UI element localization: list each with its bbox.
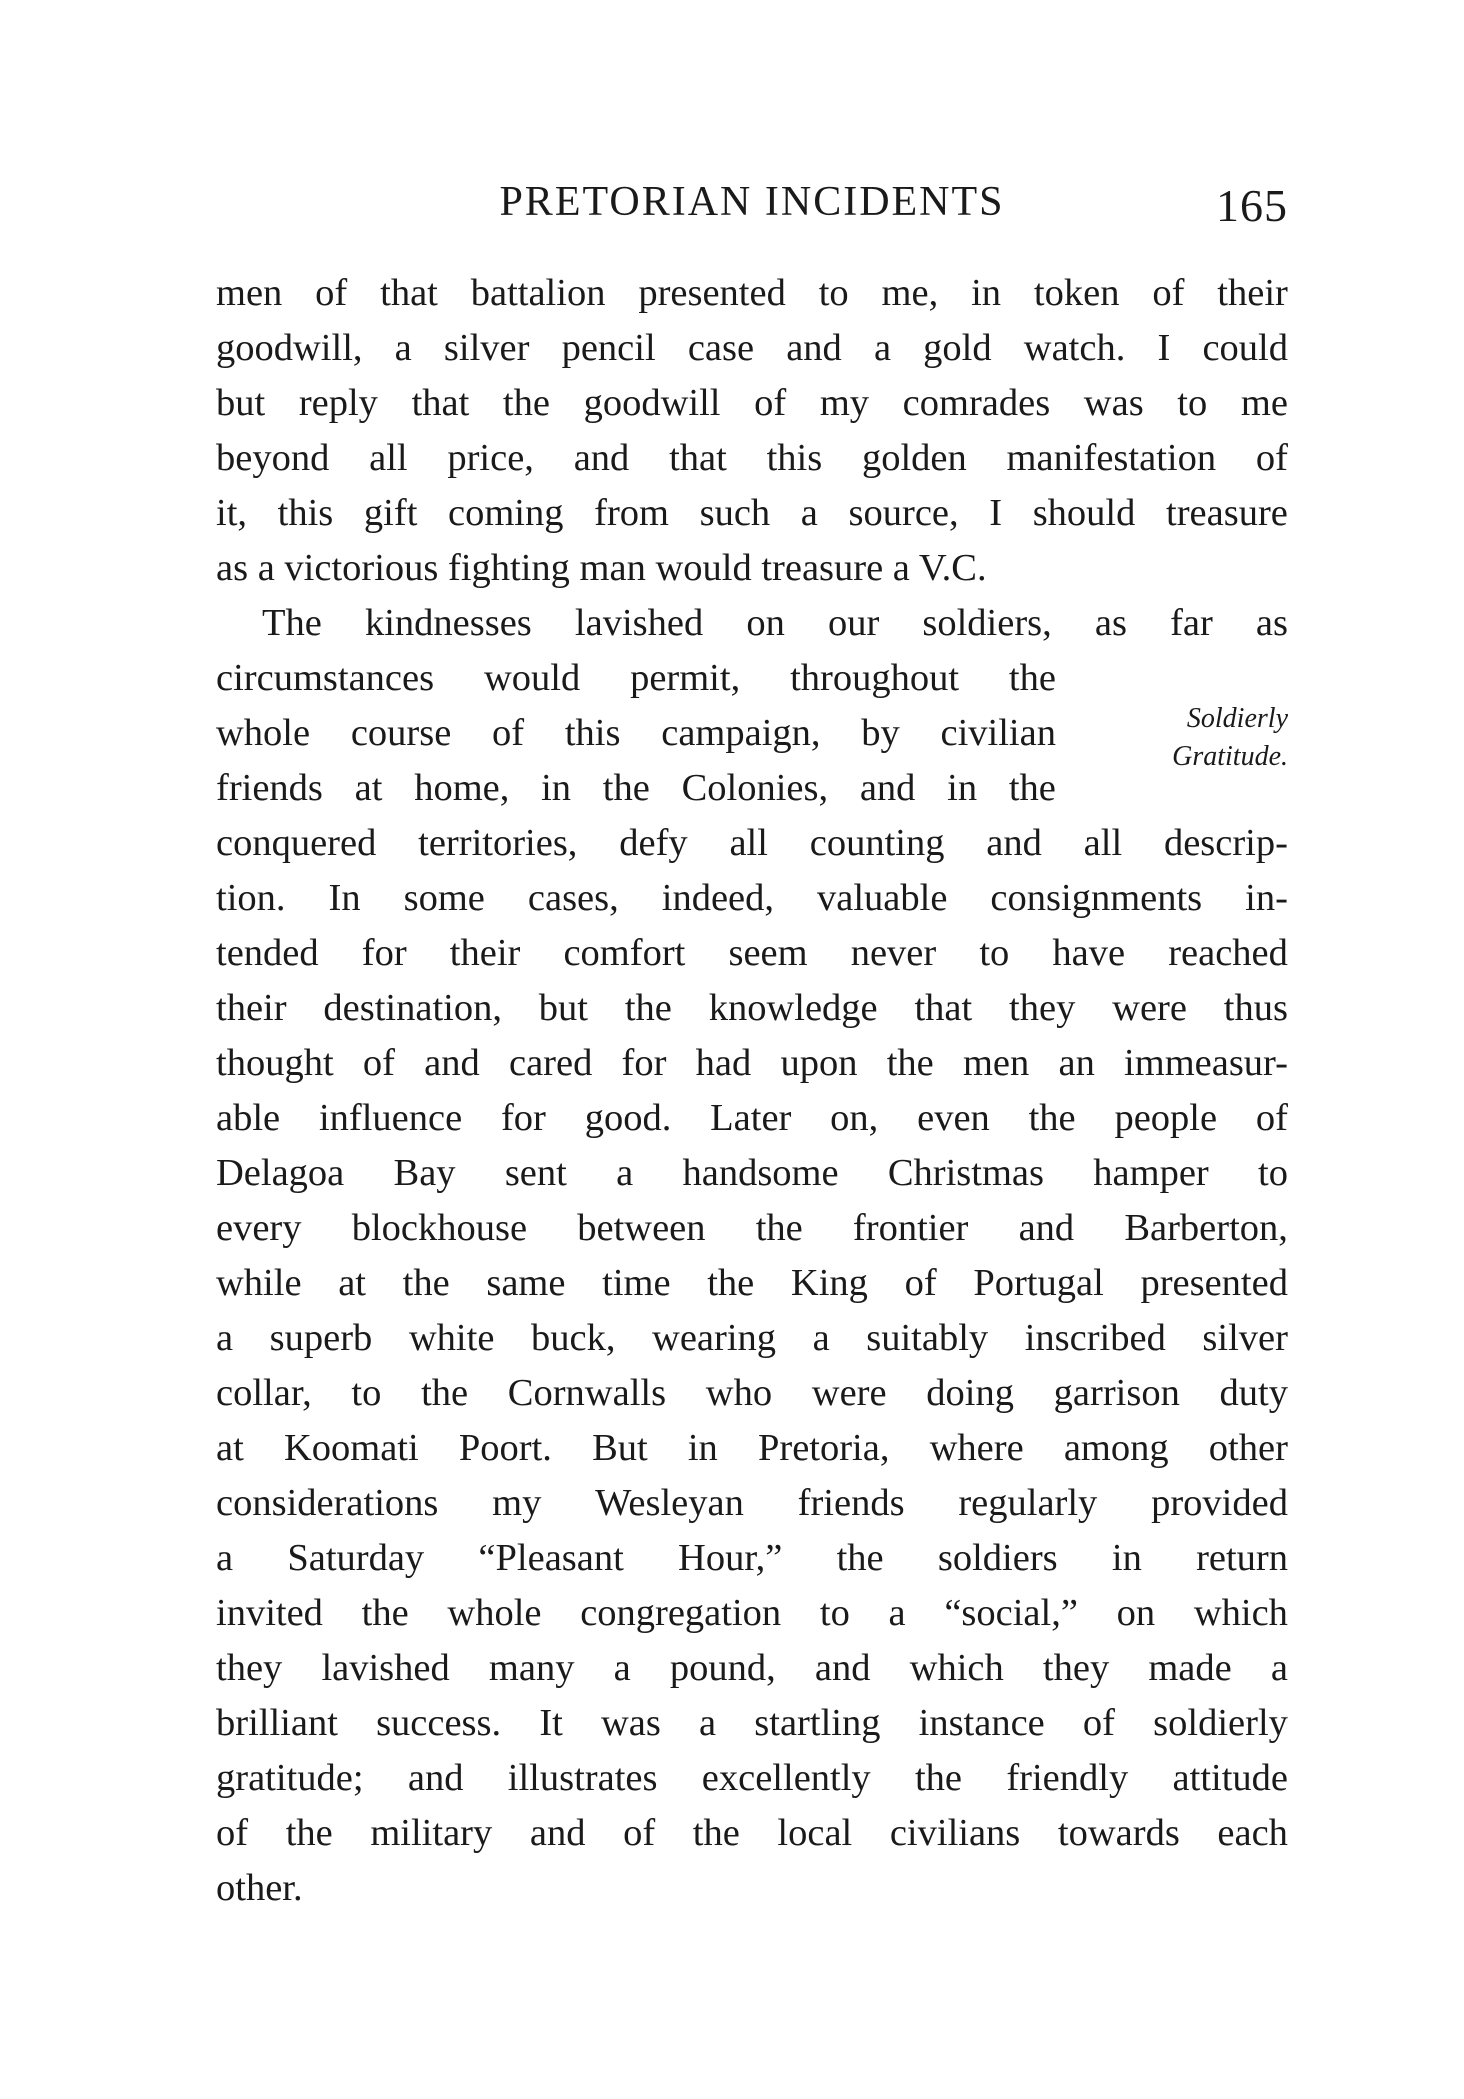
word: blockhouse	[351, 1207, 528, 1249]
word: wearing	[652, 1317, 777, 1359]
word: price,	[447, 437, 534, 479]
word: some	[403, 877, 485, 919]
word: King	[790, 1262, 868, 1304]
word: were	[811, 1372, 887, 1414]
word: where	[929, 1427, 1024, 1469]
word: Christmas	[887, 1152, 1045, 1194]
word: for	[621, 1042, 667, 1084]
word: as	[1255, 602, 1288, 644]
text-line	[216, 706, 1056, 761]
word: and	[424, 1042, 480, 1084]
word: at	[354, 767, 383, 809]
running-title: PRETORIAN INCIDENTS	[499, 179, 1005, 225]
word: thus	[1223, 987, 1288, 1029]
word: at	[338, 1262, 366, 1304]
word: of	[362, 1042, 395, 1084]
word: able	[216, 1097, 281, 1139]
word: congregation	[580, 1592, 782, 1634]
word: the	[914, 1757, 963, 1799]
word: tended	[216, 932, 319, 974]
word: had	[695, 1042, 752, 1084]
word: towards	[1057, 1812, 1180, 1854]
word: to	[1177, 382, 1208, 424]
word: in	[1111, 1537, 1142, 1579]
word: coming	[448, 492, 564, 534]
word: of	[216, 1812, 249, 1854]
word: Bay	[393, 1152, 456, 1194]
word: the	[886, 1042, 934, 1084]
word: but	[538, 987, 588, 1029]
word: throughout	[790, 657, 960, 699]
text-line	[216, 926, 1288, 981]
word: in-	[1245, 877, 1288, 919]
word: in	[687, 1427, 718, 1469]
word: a	[394, 327, 412, 369]
word: a	[216, 1537, 234, 1579]
word: never	[850, 932, 937, 974]
word: all	[1083, 822, 1123, 864]
word: and	[859, 767, 916, 809]
word: lavished	[574, 602, 704, 644]
word: buck,	[530, 1317, 616, 1359]
word: Koomati	[283, 1427, 419, 1469]
text-line	[216, 1586, 1288, 1641]
word: same	[486, 1262, 566, 1304]
word: a	[613, 1647, 631, 1689]
word: startling	[754, 1702, 881, 1744]
text-line	[216, 871, 1288, 926]
word: Cornwalls	[507, 1372, 667, 1414]
word: have	[1052, 932, 1126, 974]
word: the	[285, 1812, 333, 1854]
word: were	[1112, 987, 1187, 1029]
word: soldierly	[1153, 1702, 1288, 1744]
word: battalion	[470, 272, 606, 314]
word: considerations	[216, 1482, 439, 1524]
word: seem	[728, 932, 808, 974]
word: descrip-	[1163, 822, 1288, 864]
word: goodwill	[583, 382, 721, 424]
word: Delagoa	[216, 1152, 345, 1194]
word: comrades	[902, 382, 1051, 424]
word: I	[1157, 327, 1171, 369]
word: course	[350, 712, 452, 754]
word: this	[564, 712, 621, 754]
word: garrison	[1053, 1372, 1180, 1414]
word: the	[402, 1262, 450, 1304]
word: territories,	[418, 822, 578, 864]
word: I	[989, 492, 1003, 534]
word: tion.	[216, 877, 286, 919]
word: the	[1008, 657, 1056, 699]
word: token	[1033, 272, 1120, 314]
word: the	[1028, 1097, 1076, 1139]
word: knowledge	[708, 987, 878, 1029]
word: gold	[923, 327, 992, 369]
text-line	[216, 1311, 1288, 1366]
word: handsome	[682, 1152, 839, 1194]
word: silver	[443, 327, 530, 369]
word: by	[861, 712, 900, 754]
word: a	[1270, 1647, 1288, 1689]
word: instance	[918, 1702, 1045, 1744]
text-line	[216, 1751, 1288, 1806]
word: as	[1094, 602, 1127, 644]
word: an	[1058, 1042, 1095, 1084]
word: invited	[216, 1592, 323, 1634]
word: the	[624, 987, 672, 1029]
word: valuable	[817, 877, 948, 919]
word: Hour,”	[678, 1537, 783, 1579]
word: on	[746, 602, 785, 644]
word: watch.	[1023, 327, 1126, 369]
word: immeasur-	[1124, 1042, 1288, 1084]
text-line	[216, 1201, 1288, 1256]
word: return	[1196, 1537, 1288, 1579]
word: of	[904, 1262, 937, 1304]
word: could	[1202, 327, 1288, 369]
text-line	[216, 321, 1288, 376]
word: would	[483, 657, 581, 699]
word: white	[408, 1317, 495, 1359]
text-line	[216, 596, 1288, 651]
word: it,	[216, 492, 248, 534]
word: soldiers	[937, 1537, 1058, 1579]
word: to	[351, 1372, 382, 1414]
word: a	[888, 1592, 906, 1634]
word: and	[407, 1757, 464, 1799]
word: attitude	[1172, 1757, 1288, 1799]
word: was	[601, 1702, 661, 1744]
word: other	[1208, 1427, 1288, 1469]
word: to	[819, 1592, 850, 1634]
word: beyond	[216, 437, 330, 479]
word: the	[1008, 767, 1056, 809]
word: the	[421, 1372, 469, 1414]
word: presented	[638, 272, 786, 314]
word: and	[529, 1812, 586, 1854]
word: of	[623, 1812, 656, 1854]
word: that	[380, 272, 438, 314]
word: they	[1042, 1647, 1110, 1689]
word: and	[786, 327, 842, 369]
text-line	[216, 1256, 1288, 1311]
word: the	[707, 1262, 755, 1304]
word: that	[914, 987, 973, 1029]
word: indeed,	[661, 877, 774, 919]
word: to	[818, 272, 849, 314]
word: in	[971, 272, 1002, 314]
word: their	[216, 987, 287, 1029]
word: among	[1063, 1427, 1169, 1469]
word: of	[1082, 1702, 1115, 1744]
word: me,	[881, 272, 939, 314]
page-number: 165	[1216, 180, 1288, 231]
word: time	[602, 1262, 671, 1304]
text-line	[216, 431, 1288, 486]
word: The	[262, 602, 322, 644]
word: all	[369, 437, 408, 479]
word: of	[1152, 272, 1185, 314]
word: provided	[1151, 1482, 1288, 1524]
word: goodwill,	[216, 327, 363, 369]
word: from	[594, 492, 669, 534]
word: silver	[1202, 1317, 1288, 1359]
margin-note	[1068, 700, 1288, 776]
word: cared	[508, 1042, 593, 1084]
margin-note-line: Gratitude.	[1172, 741, 1288, 772]
text-line	[216, 1036, 1288, 1091]
word: and	[814, 1647, 871, 1689]
word: But	[592, 1427, 648, 1469]
text-line	[216, 1806, 1288, 1861]
word: me	[1240, 382, 1288, 424]
text-line	[216, 651, 1056, 706]
word: my	[492, 1482, 542, 1524]
word: this	[277, 492, 334, 534]
word: suitably	[866, 1317, 989, 1359]
word: and	[573, 437, 630, 479]
word: lavished	[321, 1647, 450, 1689]
word: the	[755, 1207, 803, 1249]
word: It	[539, 1702, 563, 1744]
word: brilliant	[216, 1702, 338, 1744]
word: our	[827, 602, 880, 644]
word: superb	[269, 1317, 373, 1359]
word: counting	[809, 822, 945, 864]
word: defy	[619, 822, 688, 864]
word: of	[492, 712, 525, 754]
text-line	[216, 761, 1056, 816]
text-line	[216, 1476, 1288, 1531]
word: inscribed	[1024, 1317, 1166, 1359]
word: the	[361, 1592, 409, 1634]
word: a	[616, 1152, 634, 1194]
word: pound,	[669, 1647, 776, 1689]
word: all	[729, 822, 768, 864]
word: a	[800, 492, 818, 534]
word: of	[754, 382, 787, 424]
text-line	[216, 1421, 1288, 1476]
text-line	[216, 981, 1288, 1036]
word: should	[1032, 492, 1136, 534]
word: excellently	[701, 1757, 871, 1799]
word: civilians	[889, 1812, 1021, 1854]
text-line	[216, 376, 1288, 431]
word: of	[315, 272, 348, 314]
word: good.	[584, 1097, 672, 1139]
word: whole	[216, 712, 311, 754]
word: their	[1217, 272, 1288, 314]
word: each	[1217, 1812, 1288, 1854]
word: collar,	[216, 1372, 312, 1414]
word: Portugal	[973, 1262, 1104, 1304]
margin-note-line: Soldierly	[1186, 703, 1288, 734]
word: doing	[926, 1372, 1014, 1414]
word: to	[979, 932, 1010, 974]
word: Poort.	[458, 1427, 552, 1469]
text-line	[216, 266, 1288, 321]
word: many	[488, 1647, 575, 1689]
word: cases,	[527, 877, 619, 919]
word: “social,”	[944, 1592, 1078, 1634]
word: golden	[861, 437, 967, 479]
word: they	[216, 1647, 283, 1689]
word: gift	[363, 492, 418, 534]
word: kindnesses	[364, 602, 532, 644]
word: a	[216, 1317, 234, 1359]
word: to	[1258, 1152, 1288, 1194]
word: military	[370, 1812, 493, 1854]
word: that	[411, 382, 470, 424]
word: the	[836, 1537, 884, 1579]
word: a	[812, 1317, 830, 1359]
word: which	[909, 1647, 1004, 1689]
word: influence	[318, 1097, 463, 1139]
word: friends	[797, 1482, 905, 1524]
word: soldiers,	[922, 602, 1052, 644]
word: regularly	[958, 1482, 1098, 1524]
word: people	[1114, 1097, 1218, 1139]
text-line: other.	[216, 1867, 303, 1909]
word: campaign,	[661, 712, 821, 754]
word: Later	[710, 1097, 792, 1139]
word: who	[705, 1372, 773, 1414]
text-line	[216, 486, 1288, 541]
word: comfort	[563, 932, 686, 974]
word: in	[947, 767, 978, 809]
word: Saturday	[287, 1537, 425, 1579]
word: reached	[1168, 932, 1288, 974]
word: and	[986, 822, 1042, 864]
text-line	[216, 1696, 1288, 1751]
text-line	[216, 816, 1288, 871]
word: manifestation	[1006, 437, 1217, 479]
word: Barberton,	[1124, 1207, 1288, 1249]
word: even	[917, 1097, 990, 1139]
text-line	[216, 1366, 1288, 1421]
word: sent	[504, 1152, 567, 1194]
word: In	[328, 877, 361, 919]
word: in	[541, 767, 572, 809]
word: on,	[830, 1097, 879, 1139]
word: but	[216, 382, 266, 424]
word: consignments	[990, 877, 1203, 919]
word: gratitude;	[216, 1757, 364, 1799]
word: destination,	[323, 987, 502, 1029]
word: whole	[447, 1592, 542, 1634]
page-header	[216, 172, 1288, 232]
word: reply	[298, 382, 378, 424]
word: friends	[216, 767, 323, 809]
word: for	[500, 1097, 546, 1139]
word: far	[1170, 602, 1213, 644]
word: men	[962, 1042, 1030, 1084]
word: conquered	[216, 822, 377, 864]
word: presented	[1140, 1262, 1288, 1304]
word: at	[216, 1427, 244, 1469]
text-line	[216, 1146, 1288, 1201]
word: the	[502, 382, 550, 424]
word: this	[766, 437, 823, 479]
word: circumstances	[216, 657, 435, 699]
word: of	[1255, 437, 1288, 479]
word: a	[699, 1702, 717, 1744]
text-line	[216, 1531, 1288, 1586]
word: upon	[780, 1042, 858, 1084]
text-line: as a victorious fighting man would treasure a V.C.	[216, 547, 987, 589]
word: Wesleyan	[595, 1482, 744, 1524]
word: a	[873, 327, 892, 369]
word: “Pleasant	[478, 1537, 624, 1579]
text-line	[216, 1641, 1288, 1696]
word: local	[777, 1812, 853, 1854]
word: between	[577, 1207, 706, 1249]
word: while	[216, 1262, 302, 1304]
word: the	[602, 767, 650, 809]
body-text	[216, 266, 1288, 1916]
word: friendly	[1006, 1757, 1129, 1799]
word: such	[699, 492, 771, 534]
word: case	[687, 327, 755, 369]
word: of	[1255, 1097, 1288, 1139]
word: treasure	[1166, 492, 1288, 534]
word: men	[216, 272, 283, 314]
word: success.	[376, 1702, 502, 1744]
word: pencil	[561, 327, 656, 369]
word: my	[819, 382, 870, 424]
word: made	[1148, 1647, 1232, 1689]
word: home,	[414, 767, 510, 809]
word: the	[692, 1812, 740, 1854]
word: permit,	[630, 657, 741, 699]
word: illustrates	[507, 1757, 658, 1799]
word: their	[449, 932, 521, 974]
word: on	[1116, 1592, 1156, 1634]
word: duty	[1219, 1372, 1288, 1414]
word: which	[1193, 1592, 1288, 1634]
word: was	[1083, 382, 1144, 424]
word: Colonies,	[681, 767, 829, 809]
word: source,	[848, 492, 959, 534]
word: thought	[216, 1042, 334, 1084]
word: every	[216, 1207, 302, 1249]
word: Pretoria,	[757, 1427, 890, 1469]
word: frontier	[852, 1207, 969, 1249]
word: hamper	[1093, 1152, 1209, 1194]
word: for	[361, 932, 407, 974]
word: and	[1018, 1207, 1075, 1249]
word: they	[1009, 987, 1076, 1029]
text-line	[216, 1091, 1288, 1146]
word: that	[669, 437, 727, 479]
word: civilian	[940, 712, 1056, 754]
